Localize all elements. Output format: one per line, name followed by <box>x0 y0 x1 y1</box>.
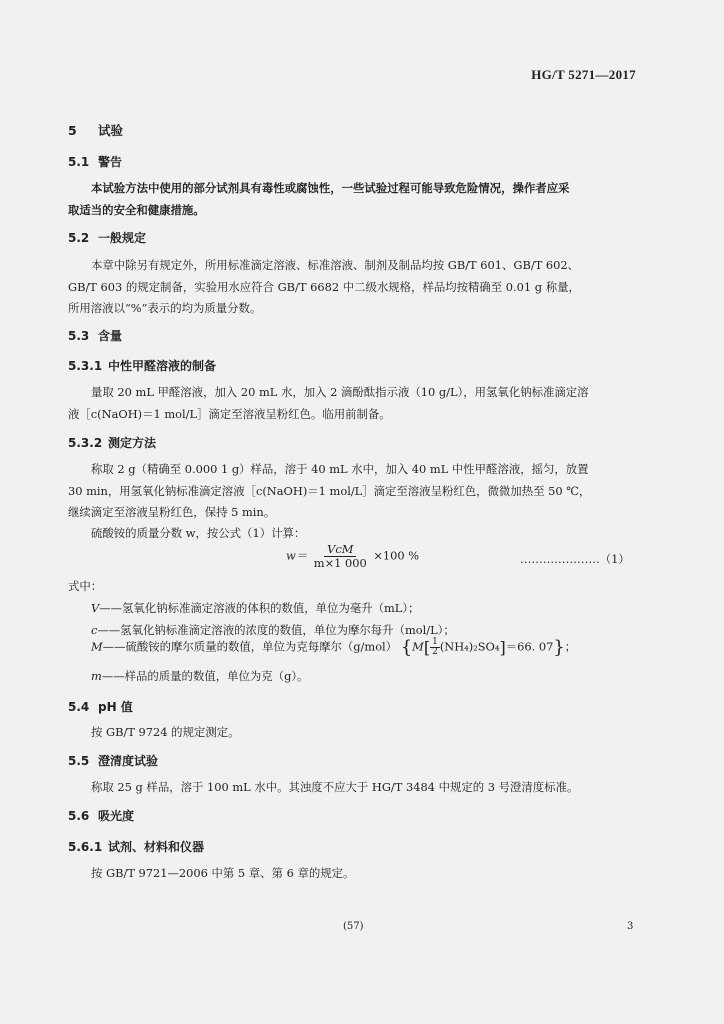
section-title: 测定方法 <box>108 436 157 450</box>
where-m <box>91 668 308 684</box>
section-number: 5.3 <box>68 329 90 343</box>
section-title: 试验 <box>98 123 124 138</box>
section-title: 试剂、材料和仪器 <box>108 840 205 854</box>
section-title: 澄清度试验 <box>98 754 159 768</box>
section-5-1-heading <box>68 153 122 170</box>
formula-lhs: w＝ <box>286 548 308 563</box>
clarity-line-1: 称取 25 g 样品，溶于 100 mL 水中。其浊度不应大于 HG/T 3484 中规定的 3 号澄清度标准。 <box>91 780 579 794</box>
half-fraction <box>430 638 440 658</box>
section-5-heading <box>68 121 123 139</box>
description: ——氢氧化钠标准滴定溶液的浓度的数值，单位为摩尔每升（mol/L）； <box>97 623 455 637</box>
section-title: 吸光度 <box>98 809 135 823</box>
general-line-3: 所用溶液以“%”表示的均为质量分数。 <box>68 301 262 315</box>
section-number: 5.2 <box>68 231 90 245</box>
formula-numerator: VcM <box>324 543 356 557</box>
section-number: 5.5 <box>68 754 90 768</box>
standard-code: HG/T 5271—2017 <box>531 67 636 82</box>
compound: (NH₄)₂SO₄ <box>439 639 500 654</box>
method-line-2: 30 min，用氢氧化钠标准滴定溶液［c(NaOH)＝1 mol/L］滴定至溶液呈粉红色，微微加热至 50 ℃， <box>68 484 591 498</box>
section-title: 警告 <box>98 155 123 169</box>
description: ——硫酸铵的摩尔质量的数值，单位为克每摩尔（g/mol） <box>102 639 398 654</box>
footer-page-center: (57) <box>343 921 364 932</box>
method-line-3: 继续滴定至溶液呈粉红色，保持 5 min。 <box>68 505 276 519</box>
half-bot: 2 <box>432 647 438 657</box>
reagents-line-1: 按 GB/T 9721—2006 中第 5 章、第 6 章的规定。 <box>91 866 355 880</box>
left-bracket-glyph: [ <box>423 638 431 657</box>
footer-page-number: 3 <box>627 921 634 932</box>
section-title: 含量 <box>98 329 123 343</box>
section-5-4-heading <box>68 698 133 715</box>
section-title: pH 值 <box>98 700 133 714</box>
description: ——样品的质量的数值，单位为克（g）。 <box>101 669 309 683</box>
section-number: 5.6.1 <box>68 840 103 854</box>
formula-reference: …………………（1） <box>520 552 630 566</box>
section-5-3-2-heading <box>68 434 156 451</box>
symbol: V <box>91 601 100 615</box>
where-c <box>91 622 455 638</box>
general-line-2: GB/T 603 的规定制备，实验用水应符合 GB/T 6682 中二级水规格，样品均按精确至 0.01 g 称量， <box>68 280 580 294</box>
section-number: 5.3.2 <box>68 436 103 450</box>
section-5-5-heading <box>68 752 158 769</box>
where-M: M——硫酸铵的摩尔质量的数值，单位为克每摩尔（g/mol） {M[ $\frac{1}{2}$ (NH₄)₂SO₄]＝66. 07}； <box>91 636 577 658</box>
section-title: 中性甲醛溶液的制备 <box>108 359 217 373</box>
molar-value: ＝66. 07 <box>505 639 554 654</box>
section-number: 5.3.1 <box>68 359 103 373</box>
method-line-1: 称取 2 g（精确至 0.000 1 g）样品，溶于 40 mL 水中，加入 40 mL 中性甲醛溶液，摇匀，放置 <box>91 462 589 476</box>
right-brace-glyph: } <box>553 637 565 658</box>
section-5-6-heading <box>68 807 134 824</box>
description: ——氢氧化钠标准滴定溶液的体积的数值，单位为毫升（mL）； <box>99 601 420 615</box>
right-bracket-glyph: ] <box>499 638 506 657</box>
section-5-3-1-heading <box>68 357 216 374</box>
symbol: c <box>91 623 98 637</box>
symbol: M <box>91 639 103 654</box>
method-line-4: 硫酸铵的质量分数 w，按公式（1）计算： <box>91 526 306 540</box>
warning-line-1: 本试验方法中使用的部分试剂具有毒性或腐蚀性，一些试验过程可能导致危险情况，操作者应采 <box>91 181 570 195</box>
section-number: 5.4 <box>68 700 90 714</box>
formula-rhs: ×100 % <box>373 548 420 563</box>
warning-line-2: 取适当的安全和健康措施。 <box>68 203 205 217</box>
half-top: 1 <box>432 636 438 647</box>
where-intro: 式中： <box>68 579 103 593</box>
ph-line-1: 按 GB/T 9724 的规定测定。 <box>91 725 240 739</box>
section-5-6-1-heading <box>68 838 204 855</box>
section-title: 一般规定 <box>98 231 147 245</box>
formula-fraction <box>311 543 370 570</box>
formula-1 <box>286 543 419 570</box>
left-brace-glyph: { <box>400 637 413 658</box>
formaldehyde-line-1: 量取 20 mL 甲醛溶液，加入 20 mL 水，加入 2 滴酚酞指示液（10 g/L），用氢氧化钠标准滴定溶 <box>91 385 589 399</box>
section-number: 5.6 <box>68 809 90 823</box>
formaldehyde-line-2: 液［c(NaOH)＝1 mol/L］滴定至溶液呈粉红色。临用前制备。 <box>68 407 391 421</box>
section-5-3-heading <box>68 327 122 344</box>
section-5-2-heading <box>68 229 146 246</box>
general-line-1: 本章中除另有规定外，所用标准滴定溶液、标准溶液、制剂及制品均按 GB/T 601、GB/T 602、 <box>91 258 580 272</box>
section-number: 5 <box>68 123 77 138</box>
formula-denominator: m×1 000 <box>313 556 367 571</box>
symbol: m <box>91 669 102 683</box>
end-mark: ； <box>564 639 577 654</box>
section-number: 5.1 <box>68 155 90 169</box>
where-v <box>91 600 419 616</box>
